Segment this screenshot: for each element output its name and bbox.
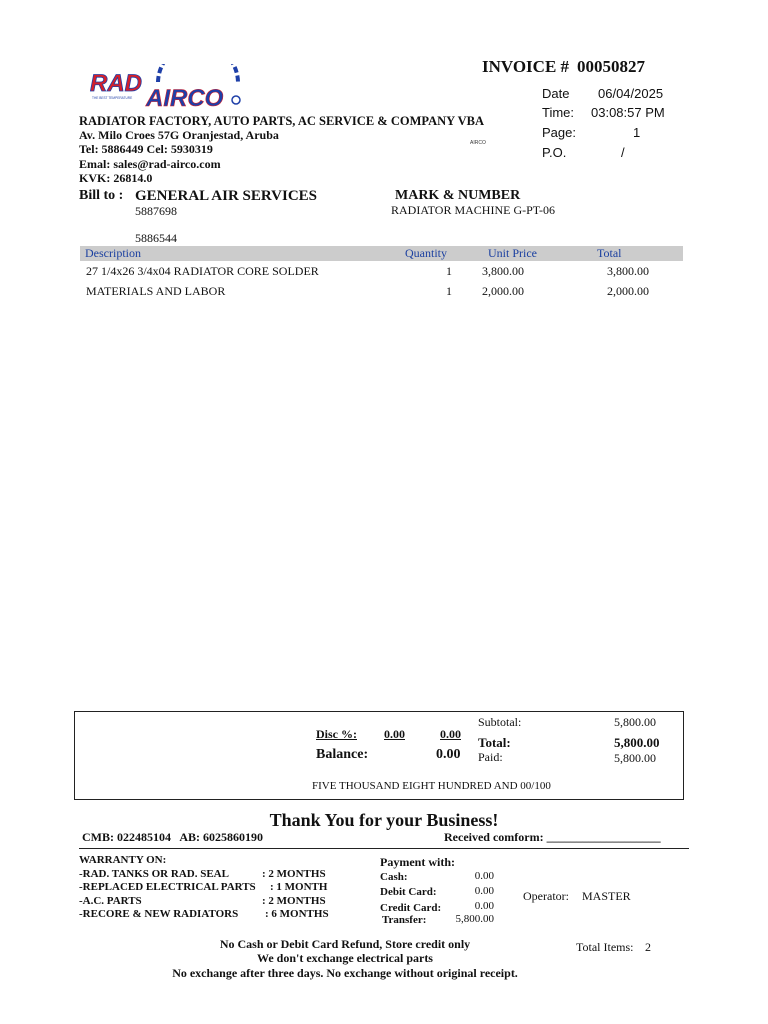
thank-you-message: Thank You for your Business! [269, 810, 499, 830]
transfer-value: 5,800.00 [455, 913, 494, 925]
operator-label: Operator: [523, 889, 569, 903]
warranty-item-months: : 2 MONTHS [262, 895, 326, 907]
debit-card-value: 0.00 [474, 885, 494, 897]
bill-to-name: GENERAL AIR SERVICES [135, 188, 318, 204]
subtotal-label: Subtotal: [478, 715, 522, 729]
po-label: P.O. [542, 145, 567, 160]
credit-card-label: Credit Card: [380, 902, 442, 914]
footer-divider [79, 848, 689, 849]
bill-to-phone-1: 5887698 [135, 204, 177, 218]
policy-line: No Cash or Debit Card Refund, Store credit only [219, 937, 471, 951]
total-value: 5,800.00 [614, 735, 660, 750]
balance-label: Balance: [316, 747, 369, 762]
warranty-item-label: -A.C. PARTS [79, 895, 142, 907]
company-email: Emal: sales@rad-airco.com [79, 157, 221, 171]
warranty-item-months: : 1 MONTH [270, 881, 328, 893]
payment-title: Payment with: [380, 855, 455, 869]
col-description-header: Description [85, 246, 141, 260]
item-description: MATERIALS AND LABOR [86, 284, 226, 298]
invoice-number-line [482, 57, 645, 77]
item-quantity: 1 [446, 264, 452, 278]
item-description: 27 1/4x26 3/4x04 RADIATOR CORE SOLDER [86, 264, 319, 278]
paid-value: 5,800.00 [614, 751, 656, 765]
policy-line: No exchange after three days. No exchange without original receipt. [172, 966, 518, 980]
item-total: 3,800.00 [607, 264, 649, 278]
warranty-item-label: -RECORE & NEW RADIATORS [79, 908, 239, 920]
cash-value: 0.00 [474, 870, 494, 882]
company-kvk: KVK: 26814.0 [79, 171, 153, 185]
col-quantity-header: Quantity [405, 246, 447, 260]
company-name: RADIATOR FACTORY, AUTO PARTS, AC SERVICE & COMPANY VBA [79, 114, 484, 128]
operator-value: MASTER [582, 889, 631, 903]
disc-amount: 0.00 [440, 727, 461, 741]
credit-card-value: 0.00 [474, 900, 494, 912]
item-unit-price: 2,000.00 [482, 284, 524, 298]
company-logo [88, 64, 248, 110]
po-value: / [621, 145, 625, 160]
debit-card-label: Debit Card: [380, 886, 437, 898]
disc-percent: 0.00 [384, 727, 405, 741]
cmb-ab-line: CMB: 022485104 AB: 6025860190 [82, 830, 263, 844]
warranty-item-months: : 2 MONTHS [262, 868, 326, 880]
tiny-note: AIRCO [470, 140, 486, 146]
subtotal-value: 5,800.00 [614, 715, 656, 729]
time-value: 03:08:57 PM [591, 105, 665, 120]
cash-label: Cash: [380, 871, 408, 883]
date-label: Date [542, 86, 570, 101]
col-unit-price-header: Unit Price [488, 246, 537, 260]
items-table-header [80, 246, 683, 261]
logo-text-rad: RAD [90, 70, 142, 97]
mark-number-value: RADIATOR MACHINE G-PT-06 [391, 203, 556, 217]
date-value: 06/04/2025 [598, 86, 664, 101]
warranty-title: WARRANTY ON: [79, 854, 167, 866]
col-total-header: Total [597, 246, 622, 260]
item-unit-price: 3,800.00 [482, 264, 524, 278]
page-label: Page: [542, 125, 576, 140]
logo-tagline: THE BEST TEMPERATURE [92, 96, 133, 100]
invoice-number: 00050827 [577, 57, 646, 76]
logo-text-airco: AIRCO [146, 85, 224, 110]
warranty-item-label: -RAD. TANKS OR RAD. SEAL [79, 868, 229, 880]
company-address: Av. Milo Croes 57G Oranjestad, Aruba [79, 128, 279, 142]
transfer-label: Transfer: [382, 914, 427, 926]
amount-in-words: FIVE THOUSAND EIGHT HUNDRED AND 00/100 [312, 780, 551, 792]
total-items-value: 2 [645, 940, 651, 954]
item-total: 2,000.00 [607, 284, 649, 298]
invoice-label: INVOICE # [482, 57, 570, 76]
page-value: 1 [633, 125, 641, 140]
company-phone: Tel: 5886449 Cel: 5930319 [79, 142, 213, 156]
policy-line: We don't exchange electrical parts [257, 951, 433, 965]
total-label: Total: [478, 735, 511, 750]
disc-label: Disc %: [316, 727, 357, 741]
balance-value: 0.00 [436, 747, 461, 762]
paid-label: Paid: [478, 750, 503, 764]
mark-number-label: MARK & NUMBER [395, 188, 521, 203]
total-items-label: Total Items: [576, 940, 634, 954]
warranty-item-label: -REPLACED ELECTRICAL PARTS [79, 881, 256, 893]
time-label: Time: [542, 105, 575, 120]
warranty-item-months: : 6 MONTHS [265, 908, 329, 920]
item-quantity: 1 [446, 284, 452, 298]
received-conform-line: Received comform: ___________________ [444, 830, 661, 844]
bill-to-label: Bill to : [79, 188, 124, 203]
bill-to-phone-2: 5886544 [135, 231, 177, 245]
